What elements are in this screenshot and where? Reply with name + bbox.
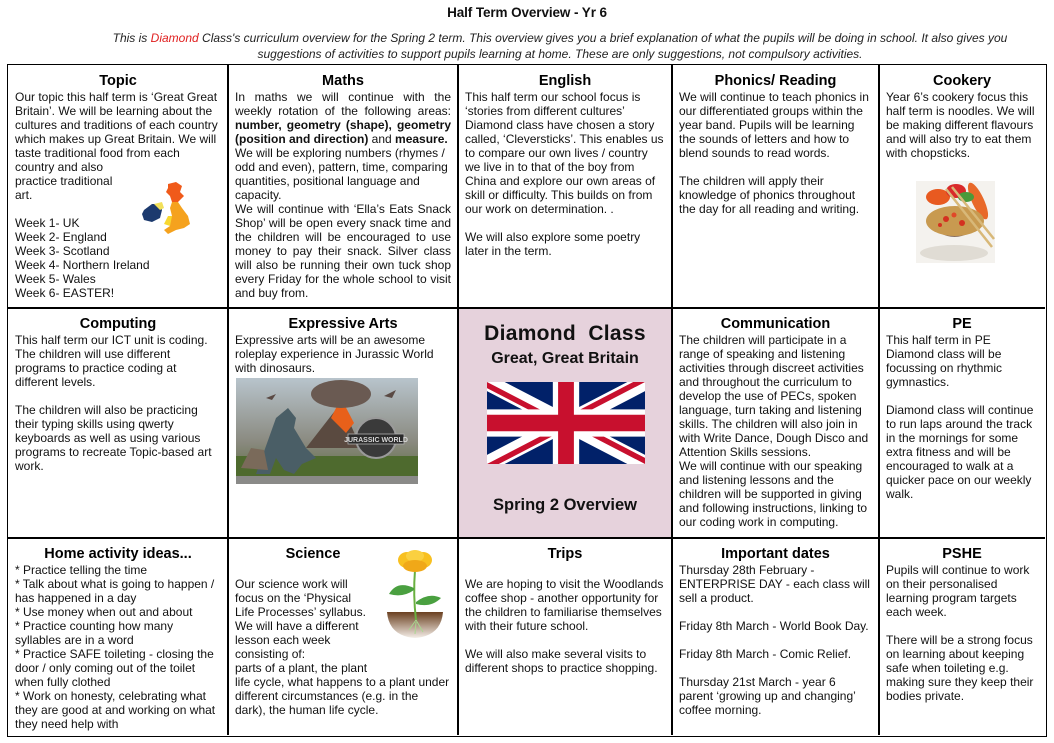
intro-suffix: Class's curriculum overview for the Spring 2 term. This overview gives you a brief explanation of what the pupils will be doing in school. It also gives you suggestions of activities to support pupils learning at home. These are only suggestions, not compulsory activities. (198, 31, 1008, 61)
topic-heading: Topic (99, 73, 137, 89)
computing-cell (8, 308, 228, 538)
cookery-heading: Cookery (932, 73, 992, 89)
trips-cell (458, 538, 672, 736)
maths-areas: number, geometry (shape), geometry (position and direction) (235, 118, 451, 146)
home-activity-item: * Talk about what is going to happen / has happened in a day (15, 577, 215, 605)
week-item: Week 2- England (15, 230, 107, 244)
noodles-bowl-icon (916, 181, 995, 263)
maths-cell (228, 65, 458, 307)
week-item: Week 4- Northern Ireland (15, 258, 150, 272)
home-activity-list (15, 563, 221, 731)
maths-text-2: We will be exploring numbers (rhymes / odd and even), pattern, time, comparing quantities, positional language and capacity. (235, 146, 448, 202)
pshe-text-2: There will be a strong focus on learning about keeping safe when toileting e.g. making sure they keep their bodies private. (886, 633, 1034, 703)
science-cell (228, 538, 458, 736)
maths-intro-text: In maths we will continue with the weekly rotation of the following areas: (235, 90, 451, 118)
plant-diagram-icon (383, 550, 447, 638)
trips-text-2: We will also make several visits to different shops to practice shopping. (465, 647, 658, 675)
maths-text-3: We will continue with ‘Ella’s Eats Snack Shop’ will be open every snack time and the children will be encouraged to use money to pay their snack. Silver class will also be running their own tuck shop every Friday for the whole school to visit and buy from. (235, 202, 451, 300)
maths-and: and (368, 132, 396, 146)
maths-intro (235, 90, 451, 146)
important-dates-cell (672, 538, 879, 736)
computing-heading: Computing (79, 316, 157, 332)
phonics-cell (672, 65, 879, 307)
home-activity-item: * Work on honesty, celebrating what they are good at and working on what they need help with (15, 689, 216, 731)
home-activity-item: * Use money when out and about (15, 605, 193, 619)
home-activity-item: * Practice counting how many syllables are in a word (15, 619, 174, 647)
science-text: Our science work will focus on the ‘Physical Life Processes’ syllabus. We will have a different lesson each week consisting of: parts of a plant, the plant life cycle, what happens to a plant under different circumstances (e.g. in the dark), the human life cycle. (235, 577, 450, 717)
trips-text: We are hoping to visit the Woodlands coffee shop - another opportunity for the children to familiarise themselves with their future school. (465, 577, 664, 633)
communication-text: The children will participate in a range of speaking and listening activities through discreet activities and throughout the curriculum to develop the use of PECs, spoken language, turn taking and listening skills. The children will also join in with Write Dance, Dough Disco and Attention Skills sessions. We will continue with our speaking and listening lessons and the children will be supported in giving and following instructions, linking to our coding work in computing. (679, 333, 869, 529)
cookery-cell (879, 65, 1045, 307)
date-item: Friday 8th March - World Book Day. (679, 619, 869, 633)
expressive-arts-cell (228, 308, 458, 538)
communication-cell (672, 308, 879, 538)
jurassic-world-image (236, 378, 418, 484)
week-item: Week 5- Wales (15, 272, 96, 286)
computing-text: This half term our ICT unit is coding. The children will use different programs to practice coding at different levels. (15, 333, 208, 389)
pe-text: This half term in PE Diamond class will be focussing on rhythmic gymnastics. (886, 333, 1003, 389)
week-item: Week 1- UK (15, 216, 80, 230)
class-name-accent: Diamond (150, 31, 199, 45)
uk-map-icon (138, 180, 196, 238)
jurassic-world-logo-text: JURASSIC WORLD (344, 437, 408, 444)
english-heading: English (538, 73, 592, 89)
pshe-text: Pupils will continue to work on their personalised learning program targets each week. (886, 563, 1030, 619)
union-jack-flag-icon (487, 382, 645, 464)
pshe-cell (879, 538, 1045, 736)
home-activity-cell (8, 538, 228, 736)
intro-text (95, 30, 1025, 62)
cookery-text: Year 6’s cookery focus this half term is noodles. We will be making different flavours and will also try to eat them with chopsticks. (886, 90, 1035, 160)
week-item: Week 6- EASTER! (15, 286, 115, 300)
phonics-text: We will continue to teach phonics in our differentiated groups within the year band. Pupils will be learning the sounds of letters and how to blend sounds to read words. (679, 90, 869, 160)
maths-heading: Maths (322, 73, 364, 89)
overview-label: Spring 2 Overview (493, 496, 637, 514)
english-cell (458, 65, 672, 307)
computing-text-2: The children will also be practicing their typing skills using qwerty keyboards as well as using various programs to recreate Topic-based art work. (15, 403, 212, 473)
expressive-arts-heading: Expressive Arts (288, 316, 398, 332)
topic-text: Our topic this half term is ‘Great Great Britain’. We will be learning about the cultures and traditions of each country which makes up Great Britain. We will taste traditional food from each country and also practice traditional art. (15, 90, 218, 202)
english-text: This half term our school focus is ‘stories from different cultures’ Diamond class have chosen a story called, ‘Cleversticks’. This enables us to compare our own lives / country we live in to that of the boy from China and explore our own areas of skill or difficulty. This builds on from our work on determination. . (465, 90, 664, 216)
home-activity-heading: Home activity ideas... (44, 546, 192, 562)
english-text-2: We will also explore some poetry later in the term. (465, 230, 641, 258)
date-item: Thursday 21st March - year 6 parent ‘growing up and changing’ coffee morning. (679, 675, 856, 717)
overview-grid (7, 64, 1047, 737)
date-item: Friday 8th March - Comic Relief. (679, 647, 852, 661)
class-title-cell (459, 309, 671, 537)
class-topic-subtitle: Great, Great Britain (491, 350, 639, 367)
pe-text-2: Diamond class will continue to run laps around the track in the mornings for some extra fitness and will be encouraged to walk at a quicker pace on our weekly walk. (886, 403, 1034, 501)
communication-heading: Communication (720, 316, 831, 332)
intro-prefix: This is (112, 31, 151, 45)
maths-measure: measure. (395, 132, 448, 146)
home-activity-item: * Practice telling the time (15, 563, 148, 577)
week-item: Week 3- Scotland (15, 244, 110, 258)
topic-cell (8, 65, 228, 307)
trips-heading: Trips (547, 546, 583, 562)
science-heading: Science (285, 546, 341, 562)
home-activity-item: * Practice SAFE toileting - closing the door / only coming out of the toilet when fully clothed (15, 647, 214, 689)
pe-heading: PE (952, 316, 972, 332)
expressive-arts-text: Expressive arts will be an awesome roleplay experience in Jurassic World with dinosaurs. (235, 333, 434, 375)
pshe-heading: PSHE (942, 546, 982, 562)
pe-cell (879, 308, 1045, 538)
date-item: Thursday 28th February - ENTERPRISE DAY - each class will sell a product. (679, 563, 870, 605)
class-name: Diamond Class (484, 322, 646, 345)
phonics-heading: Phonics/ Reading (714, 73, 837, 89)
phonics-text-2: The children will apply their knowledge of phonics throughout the day for all reading and writing. (679, 174, 860, 216)
page-title: Half Term Overview - Yr 6 (447, 5, 607, 20)
important-dates-heading: Important dates (721, 546, 830, 562)
